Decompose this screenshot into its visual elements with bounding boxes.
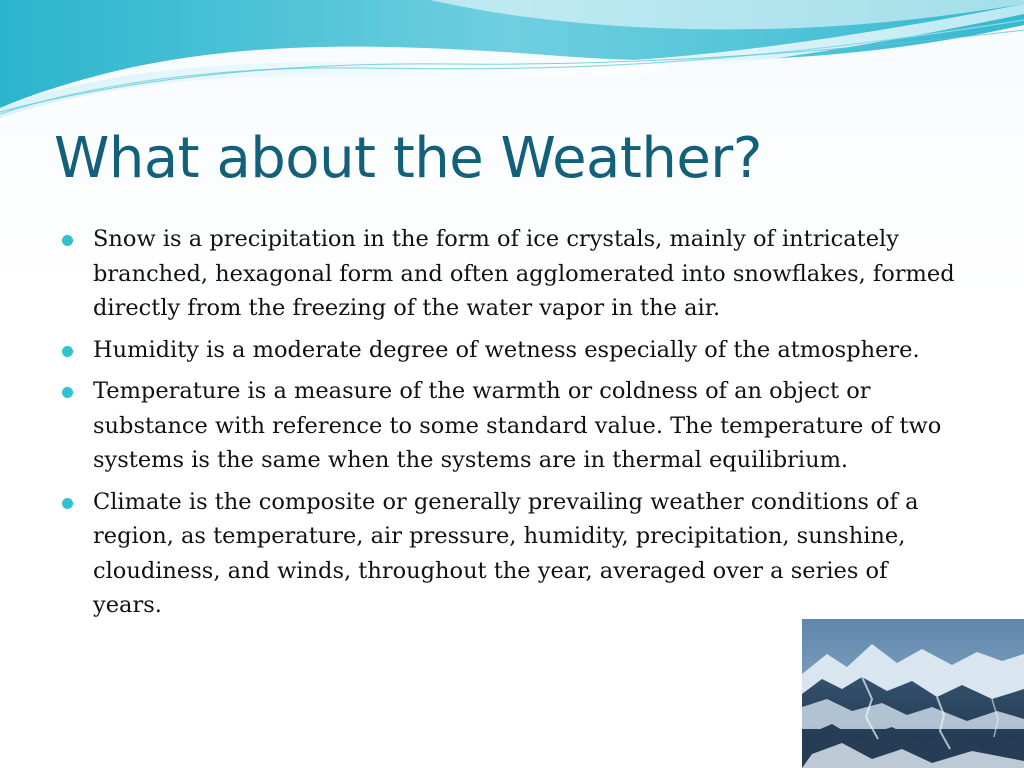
bullet-text: Climate is the composite or generally prevailing weather conditions of a region, as temperature, air pressure, humidity, precipitation, sunshine, cloudiness, and winds, throughout the year, averaged over a series of years. bbox=[93, 488, 919, 618]
bullet-text: Humidity is a moderate degree of wetness especially of the atmosphere. bbox=[93, 336, 920, 363]
snowy-mountains-photo bbox=[802, 619, 1024, 768]
bullet-item-snow bbox=[62, 222, 962, 326]
bullet-item-climate bbox=[62, 485, 962, 623]
bullet-item-humidity bbox=[62, 333, 962, 368]
bullet-text: Snow is a precipitation in the form of ice crystals, mainly of intricately branched, hexagonal form and often agglomerated into snowflakes, formed directly from the freezing of the water vapor in the air. bbox=[93, 226, 955, 321]
bullet-dot-icon bbox=[62, 235, 73, 246]
bullet-dot-icon bbox=[62, 498, 73, 509]
bullet-text: Temperature is a measure of the warmth or coldness of an object or substance with reference to some standard value. The temperature of two systems is the same when the systems are in thermal equilibrium. bbox=[93, 378, 942, 473]
bullet-dot-icon bbox=[62, 346, 73, 357]
bullet-list bbox=[62, 222, 962, 630]
header-wave-decoration bbox=[0, 0, 1024, 130]
slide-title: What about the Weather? bbox=[54, 126, 763, 191]
bullet-dot-icon bbox=[62, 387, 73, 398]
bullet-item-temperature bbox=[62, 374, 962, 478]
